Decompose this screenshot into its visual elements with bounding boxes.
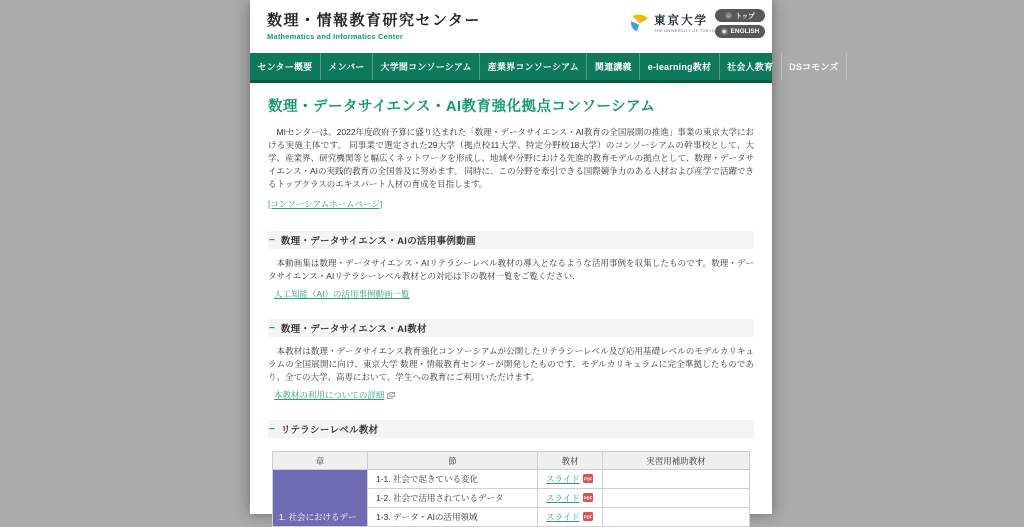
aux-cell [603, 508, 750, 527]
top-button-label: トップ [735, 13, 755, 20]
svg-text:PDF: PDF [583, 476, 592, 482]
nav-item-ds-commons[interactable]: DSコモンズ [782, 53, 847, 80]
section-title-materials: 数理・データサイエンス・AI教材 [280, 324, 427, 335]
consortium-homepage-link[interactable]: [コンソーシアムホームページ] [268, 199, 383, 209]
section-header-videos [268, 231, 754, 249]
nav-item-industry-consortium[interactable]: 産業界コンソーシアム [480, 53, 587, 80]
materials-usage-link[interactable]: 本教材の利用についての詳細 [274, 390, 385, 400]
aux-cell [603, 489, 750, 508]
utokyo-logo[interactable] [629, 12, 715, 33]
col-header-aux: 実習用補助教材 [603, 452, 750, 470]
home-icon: ⌂ [727, 12, 731, 19]
svg-text:PDF: PDF [583, 514, 592, 520]
col-header-material: 教材 [538, 452, 603, 470]
site-brand[interactable] [267, 9, 481, 41]
section-title-literacy: リテラシーレベル教材 [280, 425, 379, 436]
nav-item-adult-education[interactable]: 社会人教育 [720, 53, 782, 80]
chapter-cell: 1. 社会におけるデー [273, 470, 368, 527]
top-button[interactable] [715, 9, 765, 22]
page-title: 数理・データサイエンス・AI教育強化拠点コンソーシアム [268, 99, 656, 115]
material-cell [538, 470, 603, 489]
site-header [250, 0, 772, 53]
dash-icon: − [269, 423, 275, 435]
nav-item-members[interactable]: メンバー [321, 53, 373, 80]
section-cell: 1-1. 社会で起きている変化 [368, 470, 538, 489]
literacy-materials-table [272, 451, 750, 527]
ginkgo-leaf-icon [629, 12, 650, 33]
slide-link[interactable]: スライド [546, 512, 580, 522]
header-buttons [715, 9, 765, 38]
materials-paragraph: 本教材は数理・データサイエンス教育強化コンソーシアムが公開したリテラシーレベル及び応用基礎レベルのモデルカリキュラムの全国展開に向け、東京大学 数理・情報教育センターが開発したものです．モデルカリキュラムに完全準拠したものであり、全ての大学、高専において、学生への教育にご利用いただけます。 [268, 346, 754, 382]
material-cell [538, 489, 603, 508]
university-subtitle: THE UNIVERSITY OF TOKYO [654, 29, 716, 33]
pdf-icon [583, 474, 593, 483]
dash-icon: − [269, 322, 275, 334]
external-link-icon [387, 392, 395, 399]
svg-text:PDF: PDF [583, 495, 592, 501]
slide-link[interactable]: スライド [546, 474, 580, 484]
dash-icon: − [269, 234, 275, 246]
nav-item-related-lectures[interactable]: 関連講義 [587, 53, 640, 80]
section-title-videos: 数理・データサイエンス・AIの活用事例動画 [280, 236, 476, 247]
english-button-label: ENGLISH [730, 28, 760, 35]
pdf-icon [583, 512, 593, 521]
slide-link[interactable]: スライド [546, 493, 580, 503]
section-header-literacy [268, 420, 754, 438]
col-header-section: 節 [368, 452, 538, 470]
ai-usecase-videos-link[interactable]: 人工知能（AI）の活用事例動画一覧 [274, 289, 410, 299]
nav-item-elearning[interactable]: e-learning教材 [640, 53, 719, 80]
table-row [273, 470, 750, 489]
main-nav [250, 53, 839, 83]
col-header-chapter: 章 [273, 452, 368, 470]
aux-cell [603, 470, 750, 489]
site-subtitle: Mathematics and Informatics Center [267, 32, 403, 41]
section-cell: 1-3. データ・AIの活用領域 [368, 508, 538, 527]
intro-paragraph: MIセンターは、2022年度政府予算に盛り込まれた「数理・データサイエンス・AI教育の全国展開の推進」事業の東京大学における実施主体です。 同事業で選定された29大学（拠点校11大学、特定分野校18大学）のコンソーシアムの幹事校として、大学、産業界、研究機関等と幅広くネットワークを形成し、地域や分野における先進的教育モデルの拠点として、数理・データサイエンス・AIの実践的教育の全国普及に努めます。 同時に、この分野を牽引できる国際競争力のある人材および産学で活躍できるトップクラスのエキスパート人材の育成を目指します。 [268, 127, 754, 189]
material-cell [538, 508, 603, 527]
site-title: 数理・情報教育研究センター [267, 12, 481, 29]
section-cell: 1-2. 社会で活用されているデータ [368, 489, 538, 508]
main-content [250, 83, 772, 527]
section-header-materials [268, 319, 754, 337]
globe-icon: ⊕ [721, 28, 727, 35]
english-button[interactable] [715, 25, 765, 38]
nav-item-university-consortium[interactable]: 大学間コンソーシアム [373, 53, 480, 80]
university-name: 東京大学 [654, 15, 708, 27]
page-panel [250, 0, 839, 522]
pdf-icon [583, 493, 593, 502]
videos-paragraph: 本動画集は数理・データサイエンス・AIリテラシーレベル教材の導入となるような活用事例を収集したものです。数理・データサイエンス・AIリテラシーレベル教材との対応は下の教材一覧をご覧ください． [268, 258, 754, 281]
nav-item-center-overview[interactable]: センター概要 [250, 53, 321, 80]
table-header-row [273, 452, 750, 470]
